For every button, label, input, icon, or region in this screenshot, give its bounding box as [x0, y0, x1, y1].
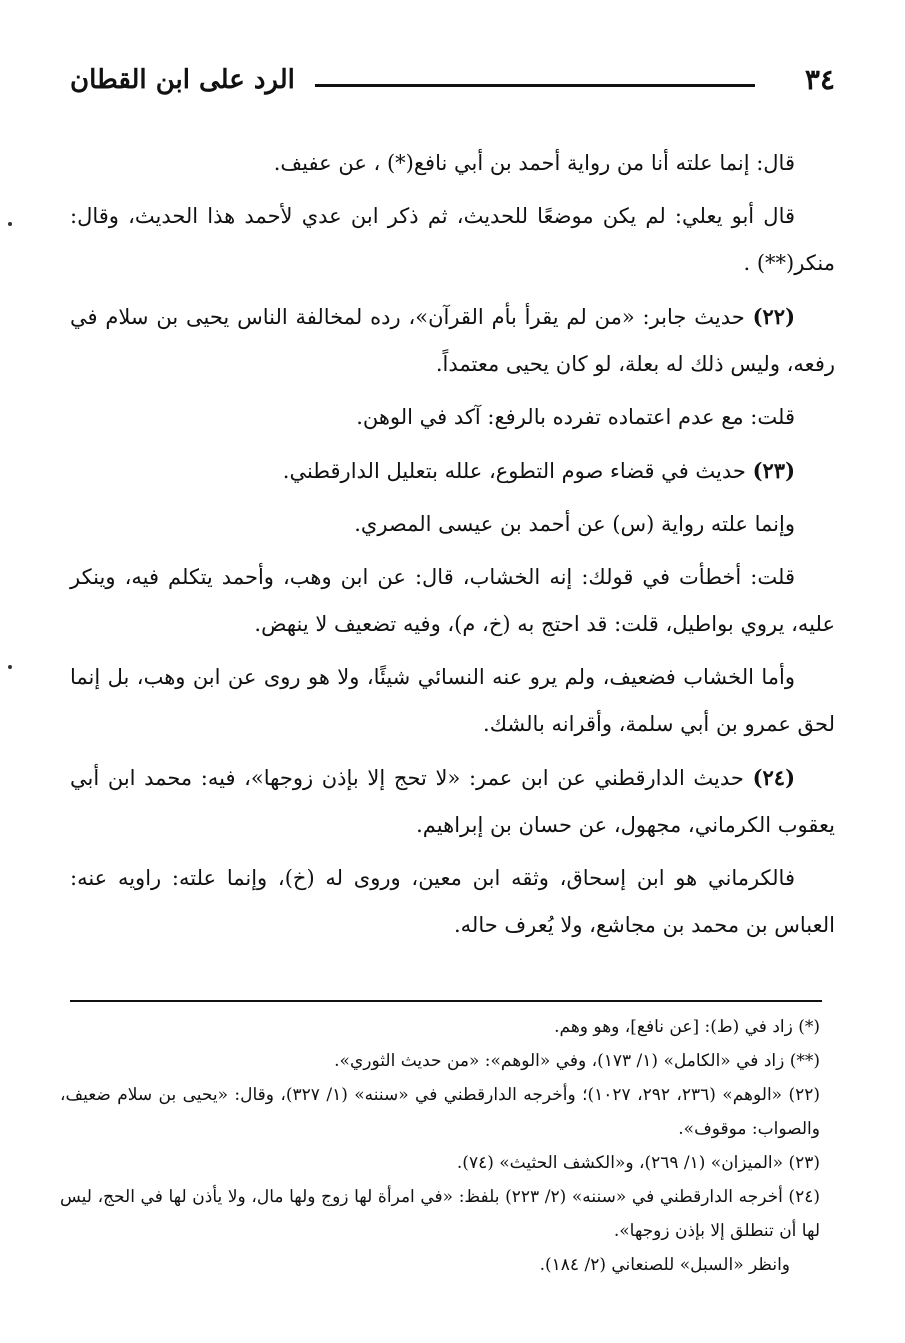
footnote: وانظر «السبل» للصنعاني (٢/ ١٨٤).	[539, 1255, 790, 1275]
hadith-number: (٢٤)	[752, 765, 795, 790]
paragraph	[70, 140, 835, 187]
paragraph-text: وإنما علته رواية (س) عن أحمد بن عيسى المصري.	[354, 512, 795, 536]
footnote: (٢٤) أخرجه الدارقطني في «سننه» (٢/ ٢٢٣) بلفظ: «في امرأة لها زوج ولها مال، ولا يأذن لها في الحج، ليس لها أن تنطلق إلا بإذن زوجها».	[60, 1187, 820, 1241]
paragraph	[70, 293, 835, 388]
page-number: ٣٤	[804, 63, 835, 96]
margin-mark	[8, 665, 12, 669]
paragraph-text: حديث في قضاء صوم التطوع، علله بتعليل الدارقطني.	[282, 459, 746, 483]
paragraph-text: قلت: مع عدم اعتماده تفرده بالرفع: آكد في الوهن.	[356, 405, 795, 429]
paragraph-text: حديث جابر: «من لم يقرأ بأم القرآن»، رده لمخالفة الناس يحيى بن سلام في رفعه، وليس ذلك له بعلة، لو كان يحيى معتمداً.	[70, 305, 835, 376]
footnote: (٢٣) «الميزان» (١/ ٢٦٩)، و«الكشف الحثيث» (٧٤).	[456, 1153, 820, 1173]
footnote: (٢٢) «الوهم» (٢٣٦، ٢٩٢، ١٠٢٧)؛ وأخرجه الدارقطني في «سننه» (١/ ٣٢٧)، وقال: «يحيى بن سلام ضعيف، والصواب: موقوف».	[60, 1085, 821, 1139]
hadith-number: (٢٢)	[752, 304, 795, 329]
paragraph-text: قال: إنما علته أنا من رواية أحمد بن أبي نافع(*) ، عن عفيف.	[273, 151, 795, 175]
paragraph-text: قال أبو يعلي: لم يكن موضعًا للحديث، ثم ذكر ابن عدي لأحمد هذا الحديث، وقال: منكر(**) .	[70, 204, 835, 275]
footnote-separator	[70, 1000, 822, 1002]
paragraph-text: فالكرماني هو ابن إسحاق، وثقه ابن معين، وروى له (خ)، وإنما علته: راويه عنه: العباس بن محمد بن مجاشع، ولا يُعرف حاله.	[70, 866, 835, 937]
header-rule	[315, 84, 755, 87]
main-text	[70, 140, 835, 955]
paragraph	[70, 501, 835, 548]
paragraph	[70, 193, 835, 287]
footnote: (**) زاد في «الكامل» (١/ ١٧٣)، وفي «الوهم»: «من حديث الثوري».	[334, 1051, 820, 1071]
paragraph-text: قلت: أخطأت في قولك: إنه الخشاب، قال: عن ابن وهب، وأحمد يتكلم فيه، وينكر عليه، يروي بواطيل، قلت: قد احتج به (خ، م)، وفيه تضعيف لا ينهض.	[70, 565, 835, 636]
hadith-number: (٢٣)	[752, 458, 795, 483]
paragraph	[70, 394, 835, 441]
paragraph	[70, 855, 835, 949]
paragraph	[70, 554, 835, 648]
paragraph	[70, 654, 835, 748]
paragraph	[70, 754, 835, 849]
paragraph-text: وأما الخشاب فضعيف، ولم يرو عنه النسائي شيئًا، ولا هو روى عن ابن وهب، بل إنما لحق عمرو بن أبي سلمة، وأقرانه بالشك.	[70, 665, 835, 736]
footnotes	[60, 1010, 820, 1282]
paragraph	[70, 447, 835, 495]
page-header	[70, 60, 835, 100]
footnote: (*) زاد في (ط): [عن نافع]، وهو وهم.	[554, 1017, 820, 1037]
running-title: الرد على ابن القطان	[70, 65, 295, 95]
margin-mark	[8, 222, 12, 226]
paragraph-text: حديث الدارقطني عن ابن عمر: «لا تحج إلا بإذن زوجها»، فيه: محمد ابن أبي يعقوب الكرماني، مجهول، عن حسان بن إبراهيم.	[70, 766, 835, 837]
